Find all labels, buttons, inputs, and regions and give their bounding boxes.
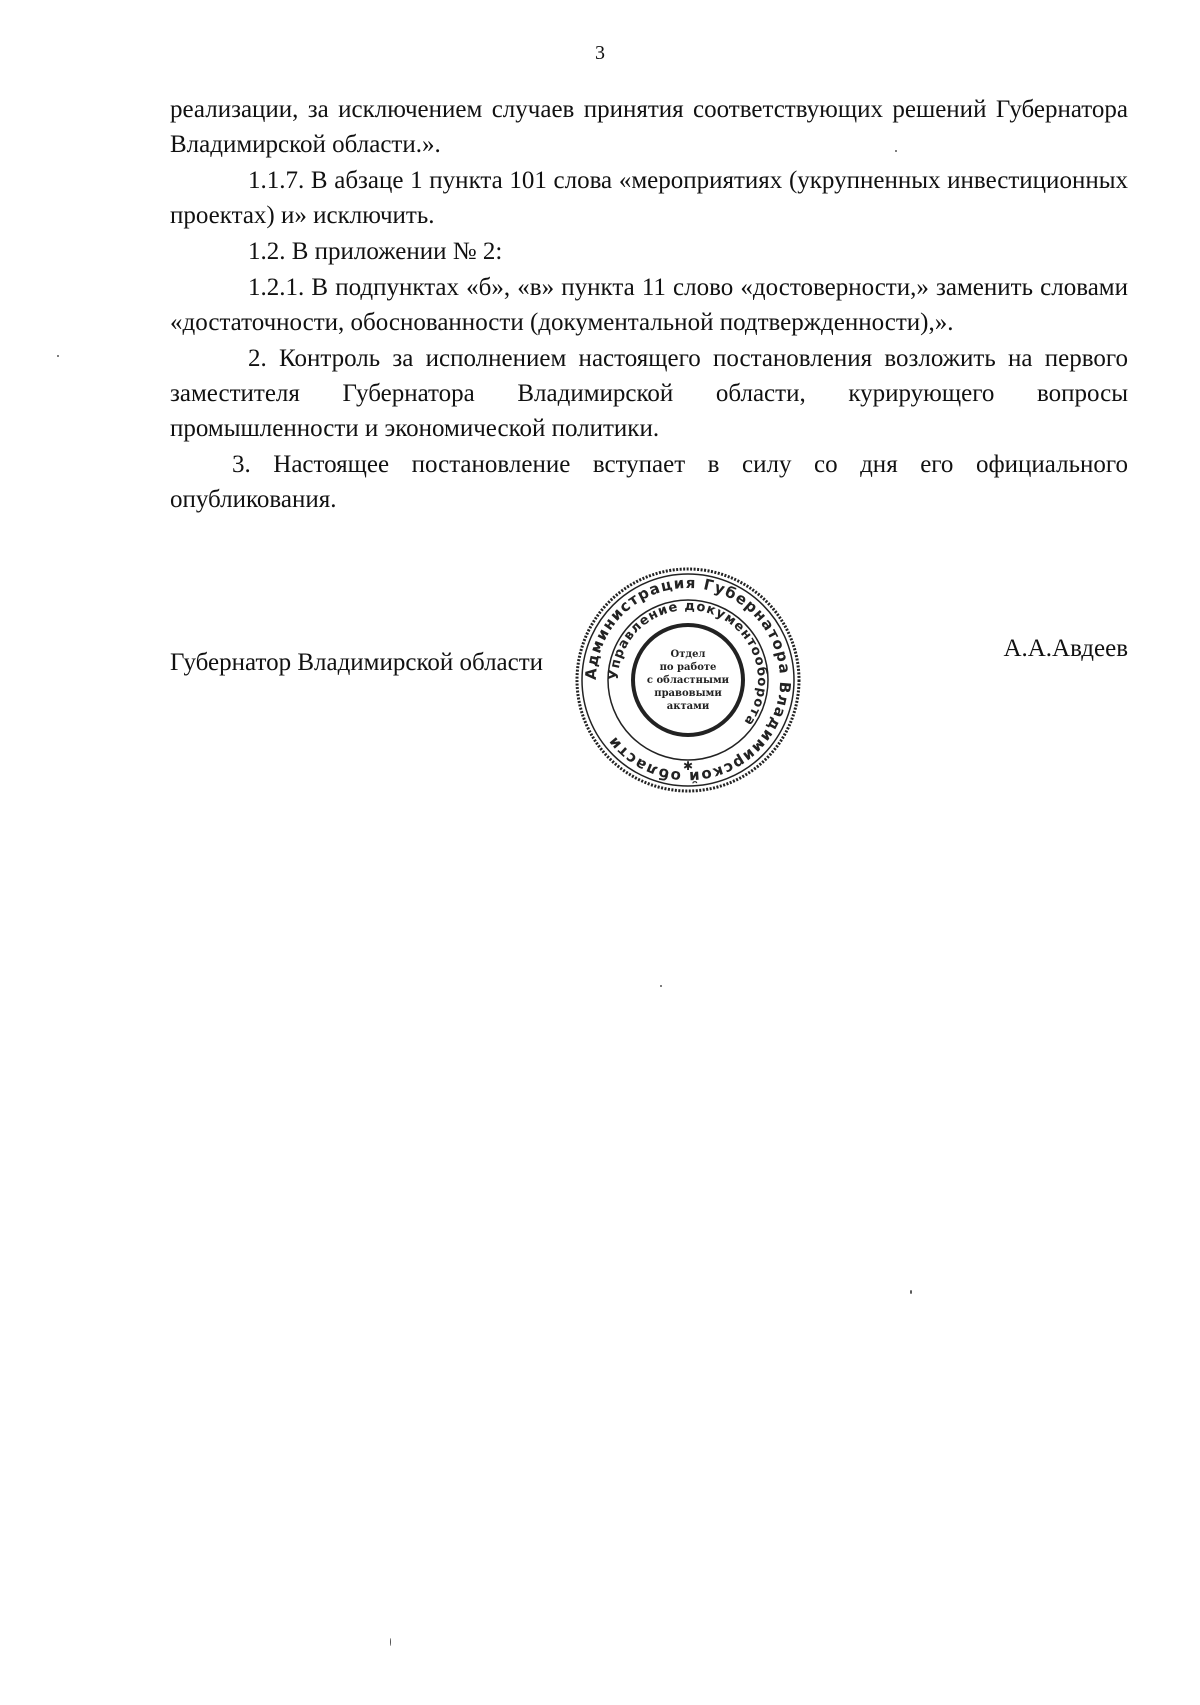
seal-center-line: актами xyxy=(666,701,710,712)
seal-center-line: с областными xyxy=(646,675,730,686)
document-body xyxy=(170,92,1128,518)
paragraph-1-2: 1.2. В приложении № 2: xyxy=(248,238,503,265)
page-number: 3 xyxy=(595,42,605,64)
scan-speck xyxy=(57,355,59,357)
signer-title: Губернатор Владимирской области xyxy=(170,649,544,676)
paragraph-3: 3. Настоящее постановление вступает в силу со дня его официального опубликования. xyxy=(170,451,1128,513)
scan-speck xyxy=(390,1638,391,1646)
official-seal xyxy=(573,565,803,795)
paragraph-1-2-1: 1.2.1. В подпунктах «б», «в» пункта 11 слово «достоверности,» заменить словами «достаточности, обоснованности (документальной подтвержденности),». xyxy=(170,274,1128,336)
seal-center-line: Отдел xyxy=(670,649,706,660)
paragraph-2: 2. Контроль за исполнением настоящего постановления возложить на первого заместителя Губернатора Владимирской области, курирующего вопросы промышленности и экономической политики. xyxy=(170,345,1128,442)
paragraph-continuation: реализации, за исключением случаев принятия соответствующих решений Губернатора Владимирской области.». xyxy=(170,96,1128,158)
seal-center-line: по работе xyxy=(659,662,717,673)
paragraph-1-1-7: 1.1.7. В абзаце 1 пункта 101 слова «мероприятиях (укрупненных инвестиционных проектах) и» исключить. xyxy=(170,167,1128,229)
seal-center-line: правовыми xyxy=(654,688,722,699)
seal-outer-text: Администрация Губернатора Владимирской области xyxy=(581,573,795,787)
scan-speck xyxy=(660,985,662,987)
seal-star-icon: ✱ xyxy=(682,759,694,773)
signer-name: А.А.Авдеев xyxy=(1003,635,1128,662)
scan-speck xyxy=(910,1290,912,1294)
seal-inner-text: Управление документооборота xyxy=(606,598,770,729)
scan-speck xyxy=(895,150,897,152)
